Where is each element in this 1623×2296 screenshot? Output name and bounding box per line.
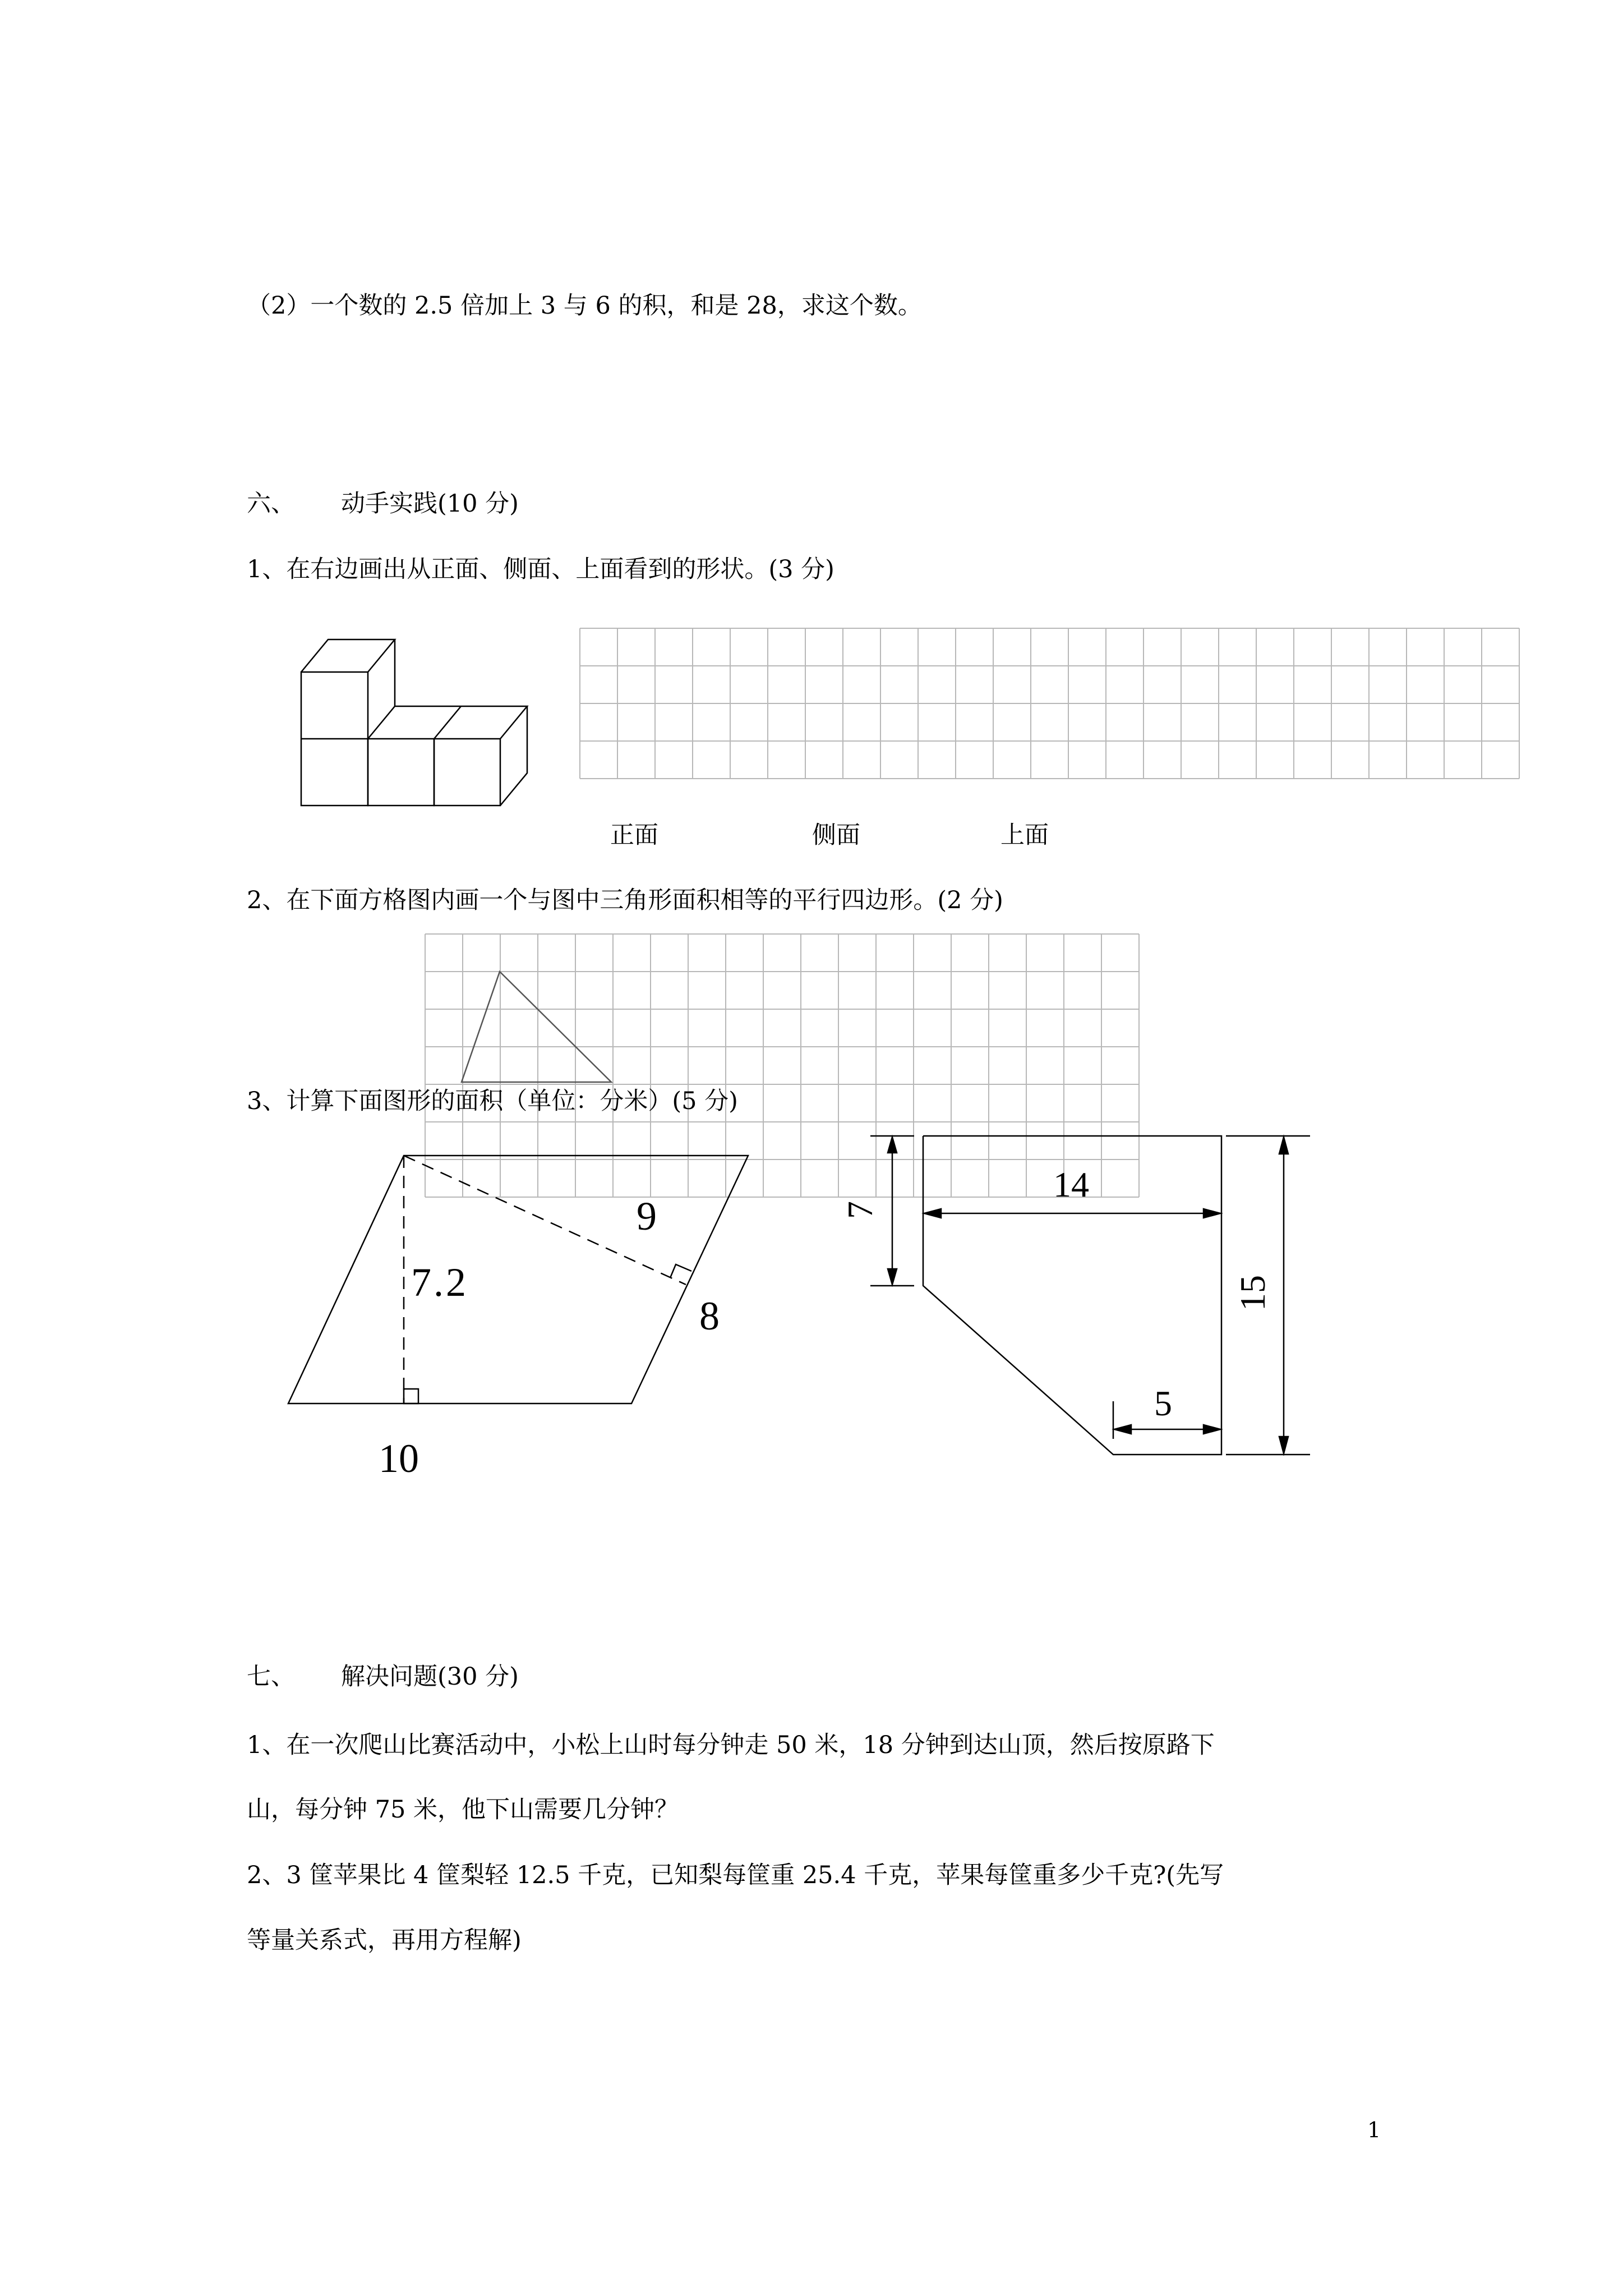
section7-q1-line1: 1、在一次爬山比赛活动中，小松上山时每分钟走 50 米，18 分钟到达山顶，然后按原路下: [247, 1731, 1215, 1759]
section6-q2-text: 2、在下面方格图内画一个与图中三角形面积相等的平行四边形。(2 分): [247, 886, 1003, 914]
q5-part2-text: （2）一个数的 2.5 倍加上 3 与 6 的积，和是 28，求这个数。: [247, 292, 922, 320]
section6-q3-text: 3、计算下面图形的面积（单位：分米）(5 分): [247, 1087, 738, 1115]
view-label-side: 侧面: [812, 821, 860, 849]
section7-title: 七、 解决问题(30 分): [247, 1663, 519, 1691]
section7-q1-line2: 山，每分钟 75 米，他下山需要几分钟？: [247, 1796, 679, 1824]
section6-q1-text: 1、在右边画出从正面、侧面、上面看到的形状。(3 分): [247, 555, 834, 583]
label-dim-5: 5: [1154, 1383, 1172, 1423]
page-number: 1: [1367, 2118, 1381, 2142]
triangle-shape: [462, 972, 611, 1082]
view-label-top: 上面: [1000, 821, 1049, 849]
parallelogram-figure: [288, 1156, 748, 1404]
label-dim-15: 15: [1233, 1275, 1272, 1311]
label-dim-7: 7: [840, 1201, 880, 1219]
label-height-7-2: 7.2: [411, 1260, 468, 1305]
triangle-grid: [425, 934, 1139, 1197]
label-base-10: 10: [379, 1436, 419, 1481]
label-height-9: 9: [637, 1194, 657, 1239]
view-label-front: 正面: [610, 821, 658, 849]
view-drawing-grid: [580, 628, 1519, 779]
label-dim-14: 14: [1053, 1165, 1089, 1204]
cube-figure: [301, 639, 527, 806]
section7-q2-line2: 等量关系式，再用方程解): [247, 1926, 522, 1954]
label-side-8: 8: [699, 1294, 720, 1338]
section7-q2-line1: 2、3 筐苹果比 4 筐梨轻 12.5 千克，已知梨每筐重 25.4 千克，苹果每筐重多少千克?(先写: [247, 1861, 1224, 1889]
section6-title: 六、 动手实践(10 分): [247, 490, 519, 518]
